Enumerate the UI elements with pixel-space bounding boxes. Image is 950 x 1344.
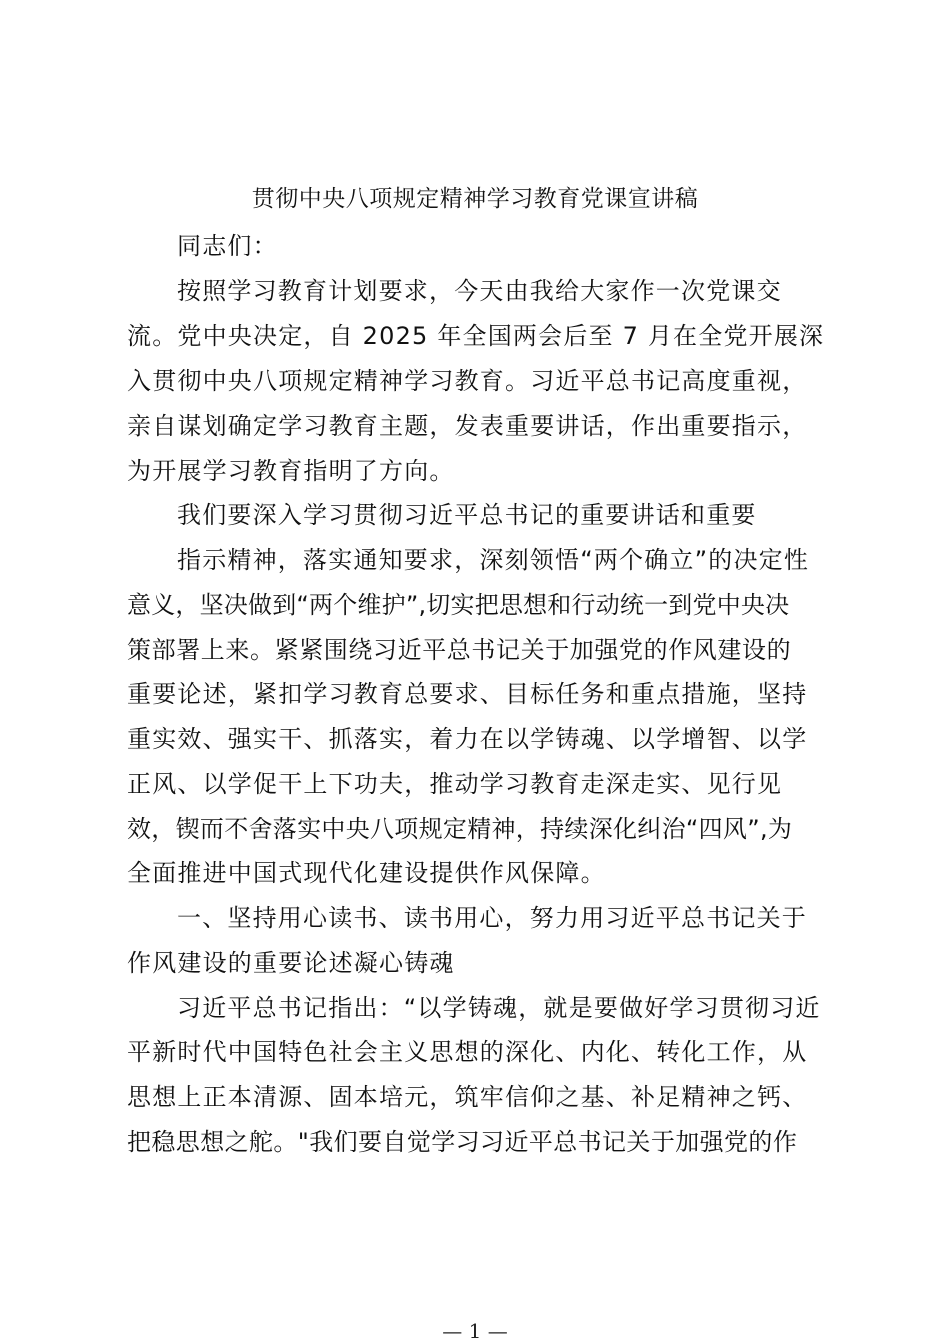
text-line: 正风、以学促干上下功夫，推动学习教育走深走实、见行见 — [127, 770, 783, 798]
text-line: 指示精神，落实通知要求，深刻领悟“两个确立”的决定性 — [177, 546, 810, 574]
text-line: 效，锲而不舍落实中央八项规定精神，持续深化纠治“四风”,为 — [127, 815, 793, 843]
text-line: 我们要深入学习贯彻习近平总书记的重要讲话和重要 — [177, 501, 757, 529]
text-line: 策部署上来。紧紧围绕习近平总书记关于加强党的作风建设的 — [127, 636, 792, 664]
text-line: 把稳思想之舵。"我们要自觉学习习近平总书记关于加强党的作 — [127, 1128, 798, 1156]
section-heading: 作风建设的重要论述凝心铸魂 — [127, 949, 455, 977]
text-line: 意义，坚决做到“两个维护”,切实把思想和行动统一到党中央决 — [127, 591, 790, 619]
text-line: 全面推进中国式现代化建设提供作风保障。 — [127, 859, 606, 887]
section-heading: 一、坚持用心读书、读书用心，努力用习近平总书记关于 — [177, 904, 807, 932]
text-line: 亲自谋划确定学习教育主题，发表重要讲话，作出重要指示， — [127, 412, 808, 440]
text-line: 重实效、强实干、抓落实，着力在以学铸魂、以学增智、以学 — [127, 725, 808, 753]
text-line: 习近平总书记指出：“以学铸魂，就是要做好学习贯彻习近 — [177, 994, 821, 1022]
text-line: 平新时代中国特色社会主义思想的深化、内化、转化工作，从 — [127, 1038, 808, 1066]
salutation: 同志们： — [177, 232, 278, 260]
text-line: 按照学习教育计划要求，今天由我给大家作一次党课交 — [177, 277, 782, 305]
text-line: 重要论述，紧扣学习教育总要求、目标任务和重点措施，坚持 — [127, 680, 808, 708]
text-line: 思想上正本清源、固本培元，筑牢信仰之基、补足精神之钙、 — [127, 1083, 808, 1111]
text-line: 流。党中央决定，自 2025 年全国两会后至 7 月在全党开展深 — [127, 322, 825, 350]
text-line: 入贯彻中央八项规定精神学习教育。习近平总书记高度重视， — [127, 367, 808, 395]
document-title: 贯彻中央八项规定精神学习教育党课宣讲稿 — [251, 186, 699, 212]
page-number: — 1 — — [442, 1319, 508, 1343]
text-line: 为开展学习教育指明了方向。 — [127, 457, 455, 485]
